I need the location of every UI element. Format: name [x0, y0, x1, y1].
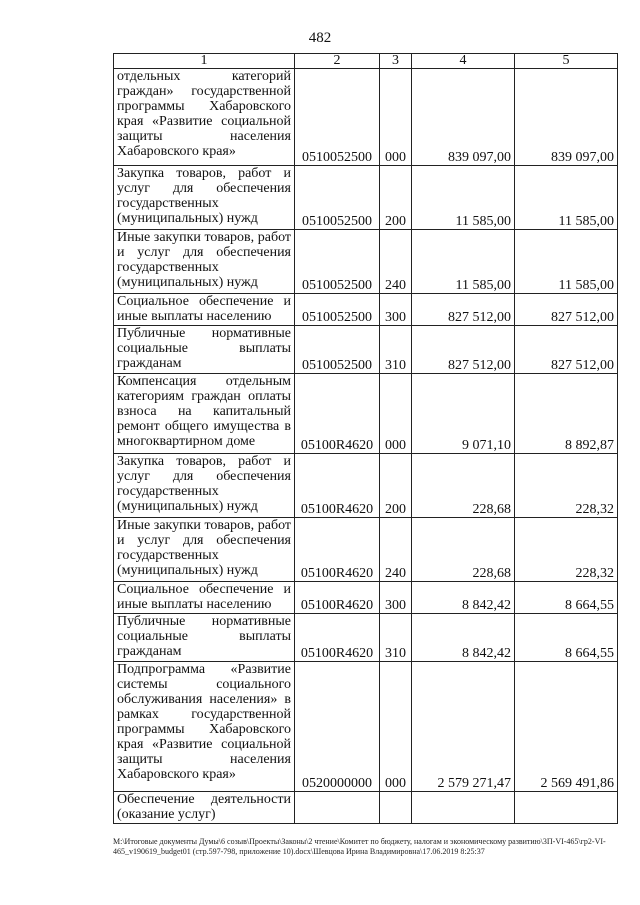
row-code: 0510052500	[295, 326, 380, 374]
table-row	[114, 374, 618, 454]
row-sum-2: 11 585,00	[515, 166, 618, 230]
row-kind: 000	[380, 374, 412, 454]
row-sum-1: 11 585,00	[412, 166, 515, 230]
table-row	[114, 69, 618, 166]
row-sum-2: 839 097,00	[515, 69, 618, 166]
row-code: 05100R4620	[295, 518, 380, 582]
row-name: Компенсация отдельным категориям граждан оплаты взноса на капитальный ремонт общего имущества в многоквартирном доме	[114, 374, 295, 454]
header-col-3: 3	[380, 54, 412, 69]
header-row	[114, 54, 618, 69]
row-sum-1: 827 512,00	[412, 326, 515, 374]
row-code: 0520000000	[295, 662, 380, 792]
row-kind: 200	[380, 166, 412, 230]
page-number: 482	[308, 30, 332, 46]
table-row	[114, 230, 618, 294]
row-sum-1: 8 842,42	[412, 614, 515, 662]
row-sum-2: 11 585,00	[515, 230, 618, 294]
table-body	[114, 69, 618, 824]
row-code: 05100R4620	[295, 614, 380, 662]
row-name: Обеспечение деятельности (оказание услуг)	[114, 792, 295, 824]
row-sum-1: 827 512,00	[412, 294, 515, 326]
row-sum-1: 839 097,00	[412, 69, 515, 166]
row-code: 0510052500	[295, 69, 380, 166]
budget-table	[113, 53, 618, 824]
row-code: 05100R4620	[295, 454, 380, 518]
row-kind: 300	[380, 582, 412, 614]
row-sum-1: 228,68	[412, 454, 515, 518]
row-sum-1: 9 071,10	[412, 374, 515, 454]
table-row	[114, 662, 618, 792]
row-sum-1: 8 842,42	[412, 582, 515, 614]
row-name: Публичные нормативные социальные выплаты гражданам	[114, 614, 295, 662]
row-kind: 200	[380, 454, 412, 518]
row-code: 05100R4620	[295, 582, 380, 614]
row-code: 05100R4620	[295, 374, 380, 454]
row-name: Социальное обеспечение и иные выплаты населению	[114, 294, 295, 326]
row-sum-2: 827 512,00	[515, 294, 618, 326]
row-sum-1: 11 585,00	[412, 230, 515, 294]
table-row	[114, 166, 618, 230]
row-name: отдельных категорий граждан» государственной программы Хабаровского края «Развитие социальной защиты населения Хабаровского края»	[114, 69, 295, 166]
header-col-1: 1	[114, 54, 295, 69]
footer-file-path: M:\Итоговые документы Думы\6 созыв\Проекты\Законы\2 чтение\Комитет по бюджету, налогам и экономическому развитию\3П-VI-465\гр2-VI-465_v190619_budget01 (стр.597-798, приложение 10).docx\Шевцова Ирина Владимировна\17.06.2019 8:25:37	[113, 837, 606, 856]
table-row	[114, 582, 618, 614]
row-sum-1: 228,68	[412, 518, 515, 582]
table-row	[114, 326, 618, 374]
row-sum-2	[515, 792, 618, 824]
header-col-4: 4	[412, 54, 515, 69]
row-sum-2: 827 512,00	[515, 326, 618, 374]
table-row	[114, 792, 618, 824]
row-kind: 310	[380, 326, 412, 374]
row-code: 0510052500	[295, 230, 380, 294]
table-row	[114, 518, 618, 582]
row-kind	[380, 792, 412, 824]
row-sum-1	[412, 792, 515, 824]
table-row	[114, 454, 618, 518]
header-col-2: 2	[295, 54, 380, 69]
row-sum-2: 8 664,55	[515, 582, 618, 614]
header-col-5: 5	[515, 54, 618, 69]
row-name: Закупка товаров, работ и услуг для обеспечения государственных (муниципальных) нужд	[114, 454, 295, 518]
row-sum-1: 2 579 271,47	[412, 662, 515, 792]
row-sum-2: 8 892,87	[515, 374, 618, 454]
row-sum-2: 228,32	[515, 518, 618, 582]
row-kind: 310	[380, 614, 412, 662]
row-sum-2: 8 664,55	[515, 614, 618, 662]
row-code: 0510052500	[295, 166, 380, 230]
row-kind: 000	[380, 662, 412, 792]
row-name: Закупка товаров, работ и услуг для обеспечения государственных (муниципальных) нужд	[114, 166, 295, 230]
row-kind: 240	[380, 230, 412, 294]
row-code: 0510052500	[295, 294, 380, 326]
row-kind: 240	[380, 518, 412, 582]
row-name: Подпрограмма «Развитие системы социального обслуживания населения» в рамках государственной программы Хабаровского края «Развитие социальной защиты населения Хабаровского края»	[114, 662, 295, 792]
table-row	[114, 294, 618, 326]
row-kind: 300	[380, 294, 412, 326]
row-sum-2: 228,32	[515, 454, 618, 518]
row-sum-2: 2 569 491,86	[515, 662, 618, 792]
row-code	[295, 792, 380, 824]
row-kind: 000	[380, 69, 412, 166]
table-row	[114, 614, 618, 662]
row-name: Иные закупки товаров, работ и услуг для обеспечения государственных (муниципальных) нужд	[114, 230, 295, 294]
row-name: Иные закупки товаров, работ и услуг для обеспечения государственных (муниципальных) нужд	[114, 518, 295, 582]
row-name: Публичные нормативные социальные выплаты гражданам	[114, 326, 295, 374]
row-name: Социальное обеспечение и иные выплаты населению	[114, 582, 295, 614]
